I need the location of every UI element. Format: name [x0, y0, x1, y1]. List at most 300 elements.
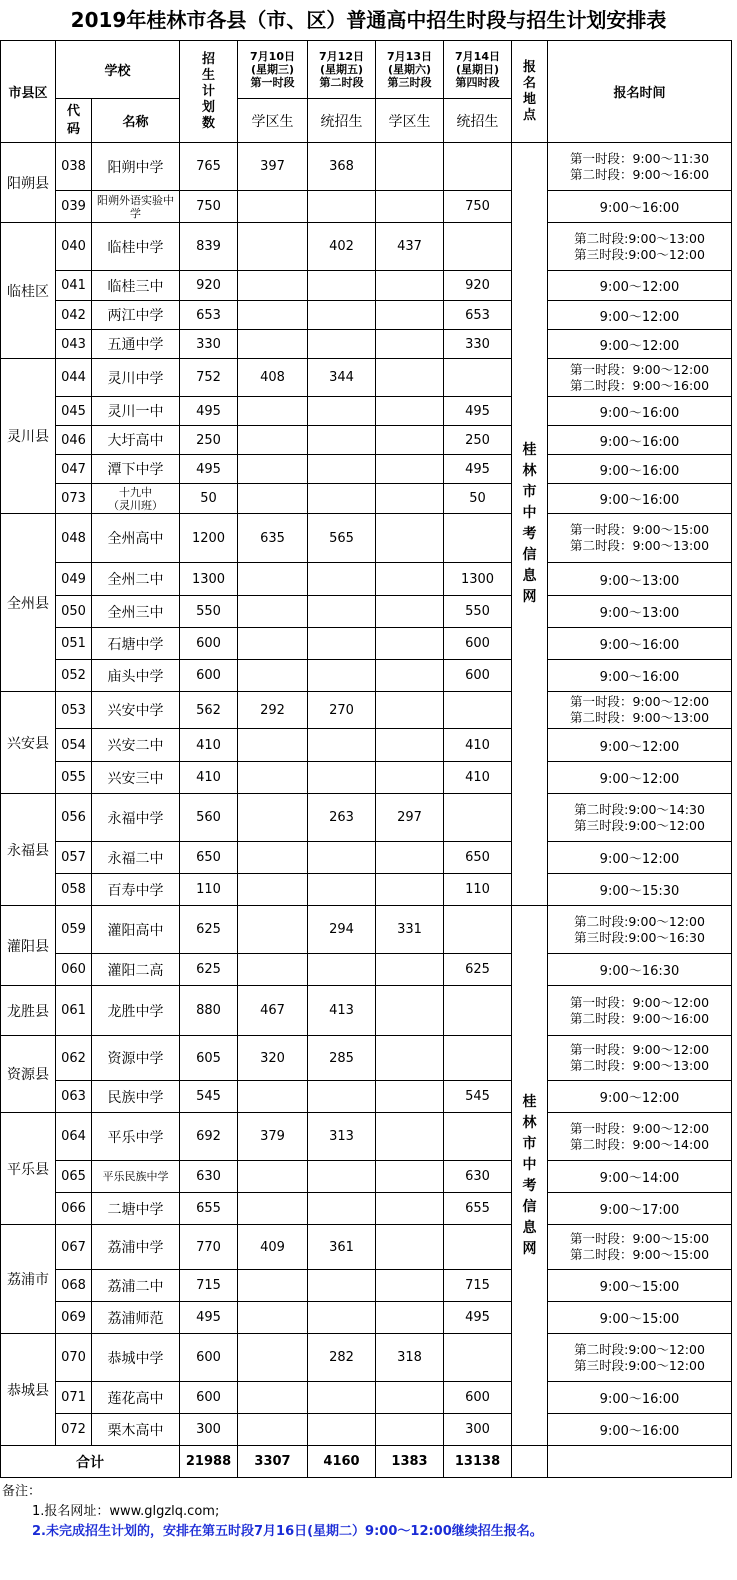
period-p1-count — [238, 1302, 308, 1334]
period-p4-count: 300 — [444, 1414, 512, 1446]
total-time — [548, 1446, 732, 1478]
table-row — [1, 729, 732, 762]
total-p3: 1383 — [376, 1446, 444, 1478]
school-name: 莲花高中 — [92, 1382, 180, 1414]
school-name: 二塘中学 — [92, 1193, 180, 1225]
school-name: 恭城中学 — [92, 1334, 180, 1382]
period-p3-count: 297 — [376, 794, 444, 842]
header-plan — [180, 41, 238, 143]
period-p2-count: 368 — [308, 143, 376, 191]
notes — [0, 1478, 737, 1542]
registration-time: 9:00～15:30 — [548, 874, 732, 906]
period-p1-count — [238, 191, 308, 223]
period-p4-count — [444, 359, 512, 397]
period-p2-count — [308, 563, 376, 596]
school-name: 民族中学 — [92, 1081, 180, 1113]
period-p3-count — [376, 874, 444, 906]
period-p2-count — [308, 484, 376, 514]
period-p3-count — [376, 1270, 444, 1302]
header-time: 报名时间 — [548, 41, 732, 143]
period-p3-count — [376, 563, 444, 596]
plan-count: 750 — [180, 191, 238, 223]
period-p4-count: 495 — [444, 1302, 512, 1334]
school-code: 043 — [56, 330, 92, 359]
period-p1-count — [238, 455, 308, 484]
period-p3-count — [376, 628, 444, 660]
registration-time: 第一时段：9:00～12:00 第二时段：9:00～16:00 — [548, 359, 732, 397]
period-p2-count: 344 — [308, 359, 376, 397]
school-name: 庙头中学 — [92, 660, 180, 692]
school-name: 灵川一中 — [92, 397, 180, 426]
period-p2-count — [308, 1161, 376, 1193]
registration-time: 9:00～16:00 — [548, 484, 732, 514]
registration-time: 第一时段：9:00～12:00 第二时段：9:00～13:00 — [548, 1036, 732, 1081]
school-name: 临桂中学 — [92, 223, 180, 271]
school-code: 039 — [56, 191, 92, 223]
school-code: 058 — [56, 874, 92, 906]
period-p4-count — [444, 692, 512, 729]
period-p3-count — [376, 596, 444, 628]
period-p3-count — [376, 986, 444, 1036]
registration-time: 第二时段:9:00～14:30 第三时段:9:00～12:00 — [548, 794, 732, 842]
school-code: 050 — [56, 596, 92, 628]
school-name: 大圩高中 — [92, 426, 180, 455]
school-code: 048 — [56, 514, 92, 563]
school-name: 两江中学 — [92, 301, 180, 330]
period-p2-count — [308, 762, 376, 794]
period-p3-count: 318 — [376, 1334, 444, 1382]
school-name: 兴安中学 — [92, 692, 180, 729]
site-char: 地 — [523, 91, 537, 107]
period-p4-count: 495 — [444, 455, 512, 484]
school-code: 071 — [56, 1382, 92, 1414]
school-name: 临桂三中 — [92, 271, 180, 301]
plan-count: 562 — [180, 692, 238, 729]
plan-count: 752 — [180, 359, 238, 397]
registration-time: 第一时段：9:00～15:00 第二时段：9:00～13:00 — [548, 514, 732, 563]
plan-count: 600 — [180, 1382, 238, 1414]
header-period-4: 7月14日 (星期日) 第四时段 — [444, 41, 512, 99]
period-p1-count — [238, 301, 308, 330]
period-p3-count — [376, 660, 444, 692]
school-code: 047 — [56, 455, 92, 484]
period-p1-count — [238, 1081, 308, 1113]
table-row — [1, 397, 732, 426]
school-name: 阳朔外语实验中学 — [92, 191, 180, 223]
header-code: 代 码 — [56, 99, 92, 143]
period-p2-count: 413 — [308, 986, 376, 1036]
period-p4-count — [444, 1334, 512, 1382]
period-p4-count: 545 — [444, 1081, 512, 1113]
period-p3-count — [376, 729, 444, 762]
registration-time: 9:00～12:00 — [548, 842, 732, 874]
period-p4-count — [444, 1225, 512, 1270]
plan-count: 110 — [180, 874, 238, 906]
period-p4-count: 600 — [444, 660, 512, 692]
table-row — [1, 954, 732, 986]
registration-time: 9:00～13:00 — [548, 563, 732, 596]
school-code: 045 — [56, 397, 92, 426]
school-name: 荔浦师范 — [92, 1302, 180, 1334]
period-p1-count — [238, 660, 308, 692]
plan-char: 数 — [202, 115, 216, 131]
table-row — [1, 426, 732, 455]
school-code: 055 — [56, 762, 92, 794]
plan-count: 1200 — [180, 514, 238, 563]
registration-time: 9:00～15:00 — [548, 1302, 732, 1334]
header-period-2: 7月12日 (星期五) 第二时段 — [308, 41, 376, 99]
county-cell: 兴安县 — [1, 692, 56, 794]
plan-count: 692 — [180, 1113, 238, 1161]
period-p3-count — [376, 301, 444, 330]
period-p1-count: 292 — [238, 692, 308, 729]
period-p1-count: 635 — [238, 514, 308, 563]
plan-count: 920 — [180, 271, 238, 301]
school-code: 069 — [56, 1302, 92, 1334]
registration-time: 9:00～12:00 — [548, 1081, 732, 1113]
plan-count: 50 — [180, 484, 238, 514]
table-row — [1, 330, 732, 359]
period-p1-count — [238, 1161, 308, 1193]
period-p4-count: 50 — [444, 484, 512, 514]
table-row — [1, 223, 732, 271]
period-p2-count: 402 — [308, 223, 376, 271]
period-p3-count — [376, 1036, 444, 1081]
period-p3-count — [376, 1113, 444, 1161]
table-row — [1, 1225, 732, 1270]
plan-count: 250 — [180, 426, 238, 455]
period-p1-count: 409 — [238, 1225, 308, 1270]
period-p1-count — [238, 954, 308, 986]
table-row — [1, 842, 732, 874]
period-p3-count — [376, 514, 444, 563]
county-cell: 灵川县 — [1, 359, 56, 514]
period-p4-count: 1300 — [444, 563, 512, 596]
period-p2-count: 285 — [308, 1036, 376, 1081]
registration-site: 桂 林 市 中 考 信 息 网 — [512, 143, 548, 906]
registration-time: 第一时段：9:00～12:00 第二时段：9:00～13:00 — [548, 692, 732, 729]
school-code: 041 — [56, 271, 92, 301]
period-p2-count — [308, 1414, 376, 1446]
school-name: 平乐民族中学 — [92, 1161, 180, 1193]
period-p1-count — [238, 906, 308, 954]
site-char: 点 — [523, 107, 537, 123]
school-name: 龙胜中学 — [92, 986, 180, 1036]
period-p1-count — [238, 1193, 308, 1225]
school-code: 063 — [56, 1081, 92, 1113]
period-p4-count — [444, 223, 512, 271]
plan-count: 550 — [180, 596, 238, 628]
school-code: 049 — [56, 563, 92, 596]
period-p1-count — [238, 330, 308, 359]
registration-time: 9:00～16:00 — [548, 191, 732, 223]
table-row — [1, 1113, 732, 1161]
table-row — [1, 660, 732, 692]
period-p2-count — [308, 660, 376, 692]
period-p2-count — [308, 842, 376, 874]
registration-time: 9:00～12:00 — [548, 762, 732, 794]
total-p1: 3307 — [238, 1446, 308, 1478]
table-row — [1, 1334, 732, 1382]
plan-count: 495 — [180, 1302, 238, 1334]
school-code: 068 — [56, 1270, 92, 1302]
registration-time: 第一时段：9:00～11:30 第二时段：9:00～16:00 — [548, 143, 732, 191]
registration-time: 9:00～13:00 — [548, 596, 732, 628]
school-name: 栗木高中 — [92, 1414, 180, 1446]
period-p1-count — [238, 794, 308, 842]
school-name: 荔浦二中 — [92, 1270, 180, 1302]
registration-time: 第二时段:9:00～12:00 第三时段:9:00～12:00 — [548, 1334, 732, 1382]
period-p1-count: 408 — [238, 359, 308, 397]
period-p2-count — [308, 426, 376, 455]
school-code: 057 — [56, 842, 92, 874]
school-code: 060 — [56, 954, 92, 986]
site-char: 名 — [523, 75, 537, 91]
table-row — [1, 455, 732, 484]
plan-count: 300 — [180, 1414, 238, 1446]
school-name: 灵川中学 — [92, 359, 180, 397]
period-p2-count — [308, 874, 376, 906]
period-p2-count — [308, 455, 376, 484]
period-p2-count — [308, 1270, 376, 1302]
period-p1-count — [238, 1334, 308, 1382]
note-url: 1.报名网址：www.glgzlq.com; — [32, 1504, 220, 1519]
table-row — [1, 359, 732, 397]
period-p4-count: 655 — [444, 1193, 512, 1225]
period-p4-count: 495 — [444, 397, 512, 426]
period-p1-count — [238, 729, 308, 762]
plan-count: 880 — [180, 986, 238, 1036]
notes-heading: 备注： — [2, 1484, 42, 1499]
period-p1-count — [238, 874, 308, 906]
header-period-1: 7月10日 (星期三) 第一时段 — [238, 41, 308, 99]
plan-count: 715 — [180, 1270, 238, 1302]
period-p1-count — [238, 223, 308, 271]
total-site — [512, 1446, 548, 1478]
county-cell: 阳朔县 — [1, 143, 56, 223]
period-p3-count — [376, 692, 444, 729]
period-p3-count — [376, 455, 444, 484]
plan-count: 630 — [180, 1161, 238, 1193]
period-p2-count — [308, 954, 376, 986]
county-cell: 平乐县 — [1, 1113, 56, 1225]
table-row — [1, 596, 732, 628]
school-name: 永福二中 — [92, 842, 180, 874]
school-name: 灌阳二高 — [92, 954, 180, 986]
period-p3-count — [376, 359, 444, 397]
plan-count: 650 — [180, 842, 238, 874]
registration-time: 9:00～16:30 — [548, 954, 732, 986]
registration-time: 9:00～16:00 — [548, 426, 732, 455]
header-type-4: 统招生 — [444, 99, 512, 143]
period-p4-count: 630 — [444, 1161, 512, 1193]
period-p3-count — [376, 271, 444, 301]
period-p3-count — [376, 842, 444, 874]
school-code: 067 — [56, 1225, 92, 1270]
plan-char: 招 — [202, 51, 216, 67]
period-p3-count — [376, 1193, 444, 1225]
period-p1-count — [238, 596, 308, 628]
school-name: 百寿中学 — [92, 874, 180, 906]
period-p4-count: 250 — [444, 426, 512, 455]
plan-count: 495 — [180, 397, 238, 426]
school-code: 053 — [56, 692, 92, 729]
table-row — [1, 271, 732, 301]
plan-count: 330 — [180, 330, 238, 359]
school-code: 073 — [56, 484, 92, 514]
school-code: 046 — [56, 426, 92, 455]
plan-count: 600 — [180, 628, 238, 660]
period-p4-count: 715 — [444, 1270, 512, 1302]
plan-count: 839 — [180, 223, 238, 271]
registration-time: 9:00～12:00 — [548, 729, 732, 762]
period-p2-count: 565 — [308, 514, 376, 563]
period-p3-count — [376, 143, 444, 191]
period-p4-count: 600 — [444, 628, 512, 660]
school-code: 042 — [56, 301, 92, 330]
school-name: 十九中 （灵川班） — [92, 484, 180, 514]
registration-time: 第一时段：9:00～12:00 第二时段：9:00～16:00 — [548, 986, 732, 1036]
header-type-2: 统招生 — [308, 99, 376, 143]
registration-time: 9:00～16:00 — [548, 1414, 732, 1446]
plan-count: 410 — [180, 729, 238, 762]
header-period-3: 7月13日 (星期六) 第三时段 — [376, 41, 444, 99]
period-p2-count — [308, 191, 376, 223]
period-p1-count: 397 — [238, 143, 308, 191]
period-p4-count: 653 — [444, 301, 512, 330]
period-p4-count: 410 — [444, 762, 512, 794]
header-type-3: 学区生 — [376, 99, 444, 143]
registration-time: 第二时段:9:00～12:00 第三时段:9:00～16:30 — [548, 906, 732, 954]
school-name: 全州二中 — [92, 563, 180, 596]
school-code: 040 — [56, 223, 92, 271]
site-char: 报 — [523, 59, 537, 75]
period-p4-count: 410 — [444, 729, 512, 762]
table-row — [1, 906, 732, 954]
period-p3-count — [376, 191, 444, 223]
period-p2-count — [308, 397, 376, 426]
plan-char: 计 — [202, 83, 216, 99]
school-name: 兴安三中 — [92, 762, 180, 794]
period-p2-count — [308, 1302, 376, 1334]
period-p3-count — [376, 1081, 444, 1113]
registration-time: 9:00～16:00 — [548, 628, 732, 660]
period-p3-count — [376, 397, 444, 426]
registration-time: 第一时段：9:00～15:00 第二时段：9:00～15:00 — [548, 1225, 732, 1270]
table-row — [1, 1081, 732, 1113]
school-code: 051 — [56, 628, 92, 660]
page-title: 2019年桂林市各县（市、区）普通高中招生时段与招生计划安排表 — [70, 8, 667, 32]
registration-time: 第二时段:9:00～13:00 第三时段:9:00～12:00 — [548, 223, 732, 271]
county-cell: 临桂区 — [1, 223, 56, 359]
period-p3-count: 331 — [376, 906, 444, 954]
header-county: 市县区 — [1, 41, 56, 143]
table-row — [1, 628, 732, 660]
period-p2-count: 313 — [308, 1113, 376, 1161]
registration-time: 9:00～12:00 — [548, 301, 732, 330]
total-p2: 4160 — [308, 1446, 376, 1478]
school-name: 灌阳高中 — [92, 906, 180, 954]
school-code: 054 — [56, 729, 92, 762]
county-cell: 永福县 — [1, 794, 56, 906]
table-row — [1, 143, 732, 191]
period-p3-count — [376, 1382, 444, 1414]
period-p4-count — [444, 986, 512, 1036]
period-p4-count: 330 — [444, 330, 512, 359]
county-cell: 恭城县 — [1, 1334, 56, 1446]
school-name: 石塘中学 — [92, 628, 180, 660]
period-p2-count — [308, 301, 376, 330]
period-p4-count: 550 — [444, 596, 512, 628]
school-code: 052 — [56, 660, 92, 692]
plan-count: 765 — [180, 143, 238, 191]
registration-time: 9:00～16:00 — [548, 455, 732, 484]
header-type-1: 学区生 — [238, 99, 308, 143]
table-row — [1, 986, 732, 1036]
plan-count: 410 — [180, 762, 238, 794]
period-p3-count — [376, 954, 444, 986]
school-name: 潭下中学 — [92, 455, 180, 484]
registration-time: 第一时段：9:00～12:00 第二时段：9:00～14:00 — [548, 1113, 732, 1161]
period-p4-count — [444, 143, 512, 191]
period-p4-count — [444, 1036, 512, 1081]
school-name: 平乐中学 — [92, 1113, 180, 1161]
period-p1-count — [238, 563, 308, 596]
period-p1-count — [238, 628, 308, 660]
period-p2-count: 294 — [308, 906, 376, 954]
period-p4-count: 750 — [444, 191, 512, 223]
registration-time: 9:00～16:00 — [548, 397, 732, 426]
period-p4-count — [444, 1113, 512, 1161]
school-name: 永福中学 — [92, 794, 180, 842]
county-cell: 资源县 — [1, 1036, 56, 1113]
period-p1-count: 320 — [238, 1036, 308, 1081]
table-row — [1, 874, 732, 906]
table-row — [1, 1036, 732, 1081]
period-p2-count: 361 — [308, 1225, 376, 1270]
total-plan: 21988 — [180, 1446, 238, 1478]
period-p4-count — [444, 794, 512, 842]
period-p3-count — [376, 1302, 444, 1334]
school-name: 资源中学 — [92, 1036, 180, 1081]
registration-time: 9:00～14:00 — [548, 1161, 732, 1193]
table-row — [1, 1270, 732, 1302]
table-row — [1, 692, 732, 729]
header-name: 名称 — [92, 99, 180, 143]
period-p2-count — [308, 729, 376, 762]
table-row — [1, 484, 732, 514]
note-fifth-period: 2.未完成招生计划的，安排在第五时段7月16日(星期二）9:00～12:00继续招生报名。 — [32, 1524, 543, 1539]
county-cell: 全州县 — [1, 514, 56, 692]
period-p2-count — [308, 271, 376, 301]
school-name: 阳朔中学 — [92, 143, 180, 191]
plan-count: 625 — [180, 954, 238, 986]
plan-count: 1300 — [180, 563, 238, 596]
county-cell: 龙胜县 — [1, 986, 56, 1036]
school-code: 064 — [56, 1113, 92, 1161]
table-row — [1, 1193, 732, 1225]
total-p4: 13138 — [444, 1446, 512, 1478]
period-p2-count: 282 — [308, 1334, 376, 1382]
period-p4-count — [444, 906, 512, 954]
period-p1-count: 467 — [238, 986, 308, 1036]
period-p1-count — [238, 1382, 308, 1414]
plan-count: 600 — [180, 1334, 238, 1382]
school-code: 070 — [56, 1334, 92, 1382]
period-p4-count — [444, 514, 512, 563]
school-code: 072 — [56, 1414, 92, 1446]
total-label: 合计 — [1, 1446, 180, 1478]
